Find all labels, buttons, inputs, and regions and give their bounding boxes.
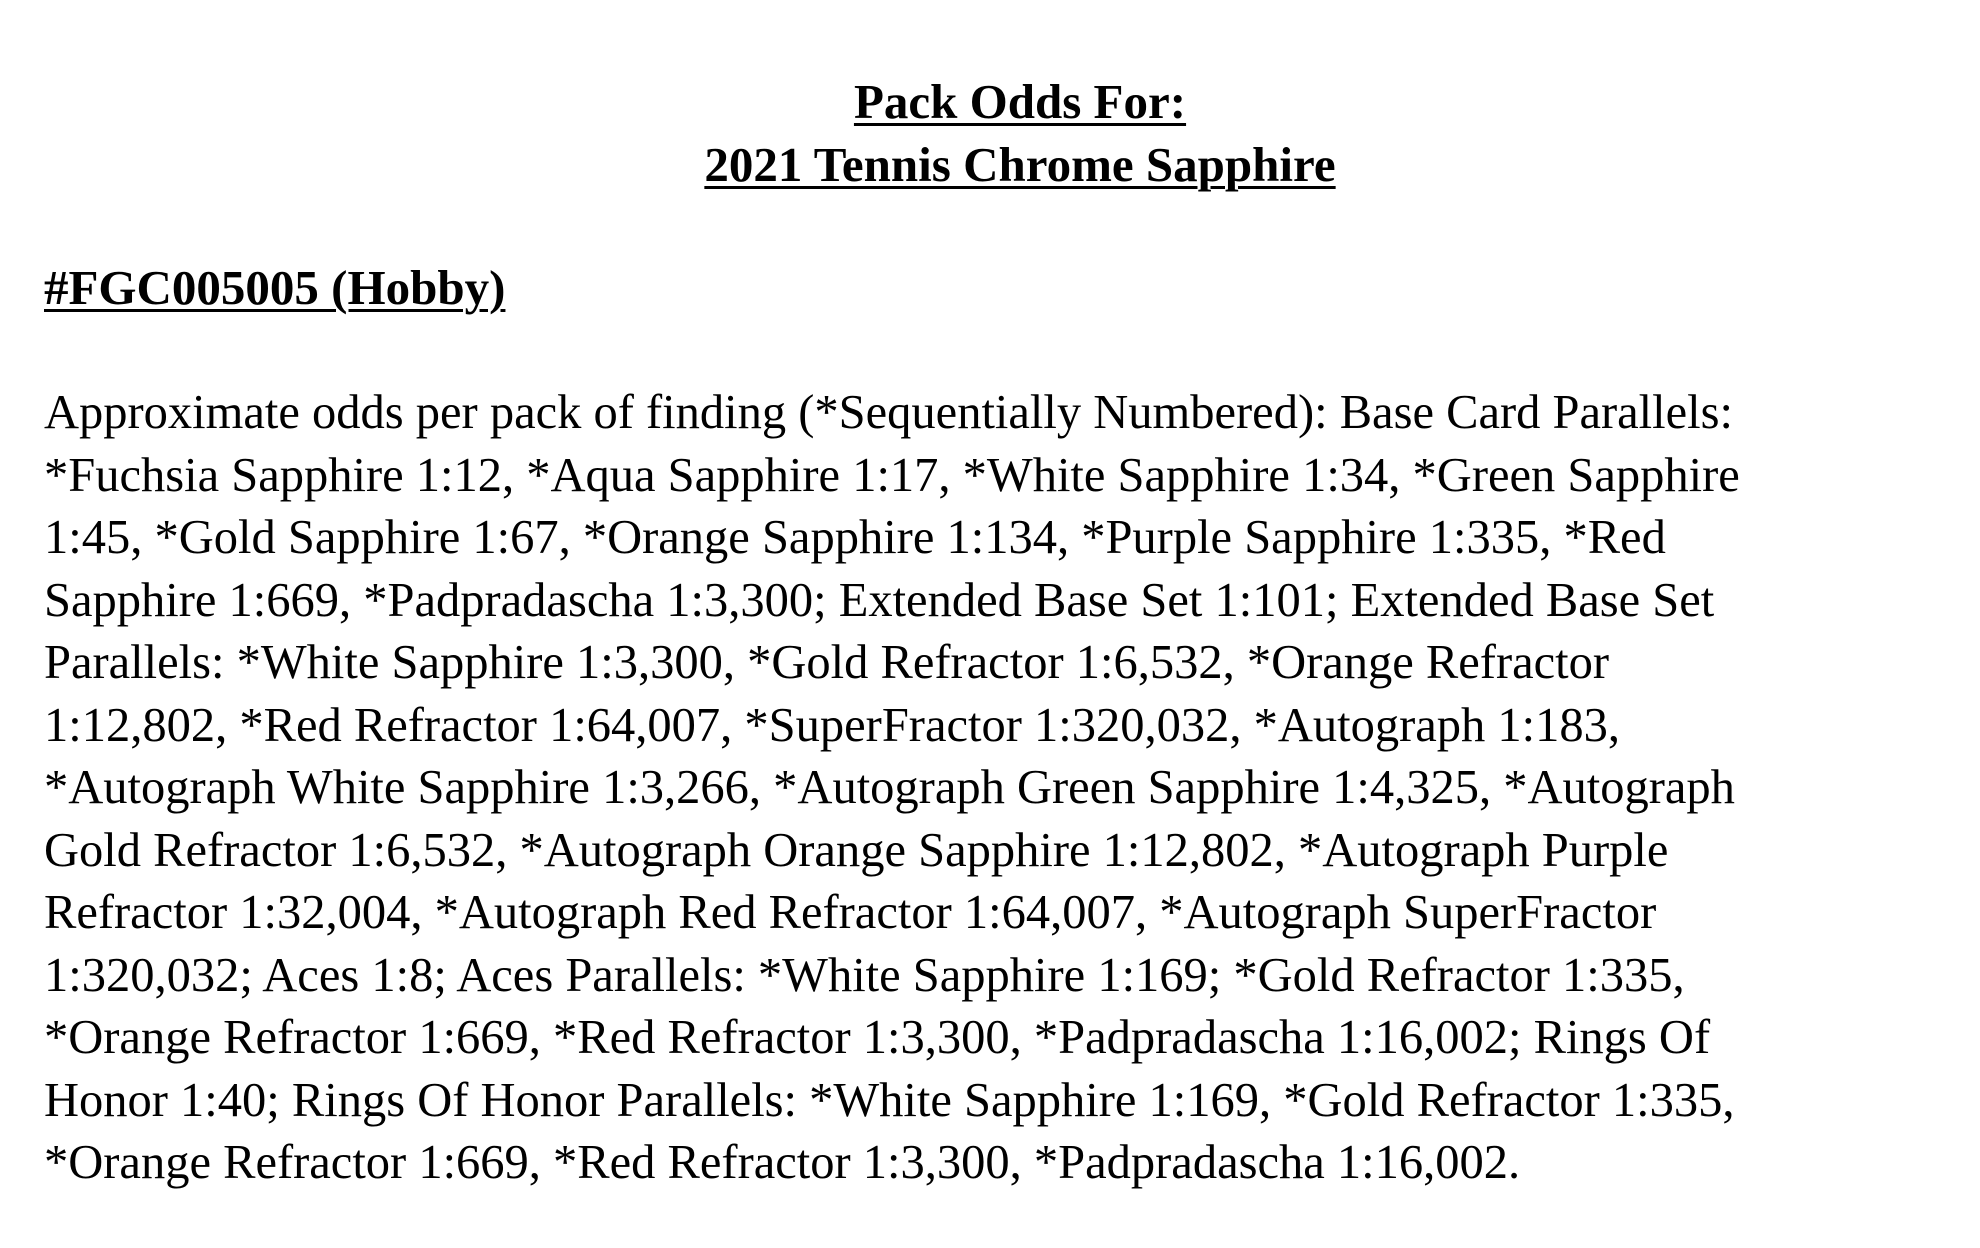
odds-line: 1:45, *Gold Sapphire 1:67, *Orange Sapphire 1:134, *Purple Sapphire 1:335, *Red xyxy=(44,511,1666,564)
product-sku-heading: #FGC005005 (Hobby) xyxy=(44,260,506,315)
odds-line: *Orange Refractor 1:669, *Red Refractor 1:3,300, *Padpradascha 1:16,002. xyxy=(44,1136,1521,1189)
odds-line: Approximate odds per pack of finding (*Sequentially Numbered): Base Card Parallels: xyxy=(44,386,1733,439)
title-line-2: 2021 Tennis Chrome Sapphire xyxy=(704,137,1336,192)
odds-line: Sapphire 1:669, *Padpradascha 1:3,300; Extended Base Set 1:101; Extended Base Set xyxy=(44,573,1715,627)
odds-line: Refractor 1:32,004, *Autograph Red Refractor 1:64,007, *Autograph SuperFractor xyxy=(44,886,1657,939)
odds-line: Parallels: *White Sapphire 1:3,300, *Gold Refractor 1:6,532, *Orange Refractor xyxy=(44,636,1610,689)
odds-paragraph xyxy=(44,382,1954,1195)
odds-line: Honor 1:40; Rings Of Honor Parallels: *White Sapphire 1:169, *Gold Refractor 1:335, xyxy=(44,1073,1735,1127)
odds-line: 1:320,032; Aces 1:8; Aces Parallels: *White Sapphire 1:169; *Gold Refractor 1:335, xyxy=(44,948,1685,1002)
odds-line: Gold Refractor 1:6,532, *Autograph Orange Sapphire 1:12,802, *Autograph Purple xyxy=(44,823,1669,877)
odds-line: *Orange Refractor 1:669, *Red Refractor 1:3,300, *Padpradascha 1:16,002; Rings Of xyxy=(44,1011,1711,1064)
title-line-1: Pack Odds For: xyxy=(853,74,1187,129)
odds-line: 1:12,802, *Red Refractor 1:64,007, *SuperFractor 1:320,032, *Autograph 1:183, xyxy=(44,698,1621,752)
odds-line: *Fuchsia Sapphire 1:12, *Aqua Sapphire 1:17, *White Sapphire 1:34, *Green Sapphire xyxy=(44,448,1740,502)
odds-line: *Autograph White Sapphire 1:3,266, *Autograph Green Sapphire 1:4,325, *Autograph xyxy=(44,761,1735,814)
